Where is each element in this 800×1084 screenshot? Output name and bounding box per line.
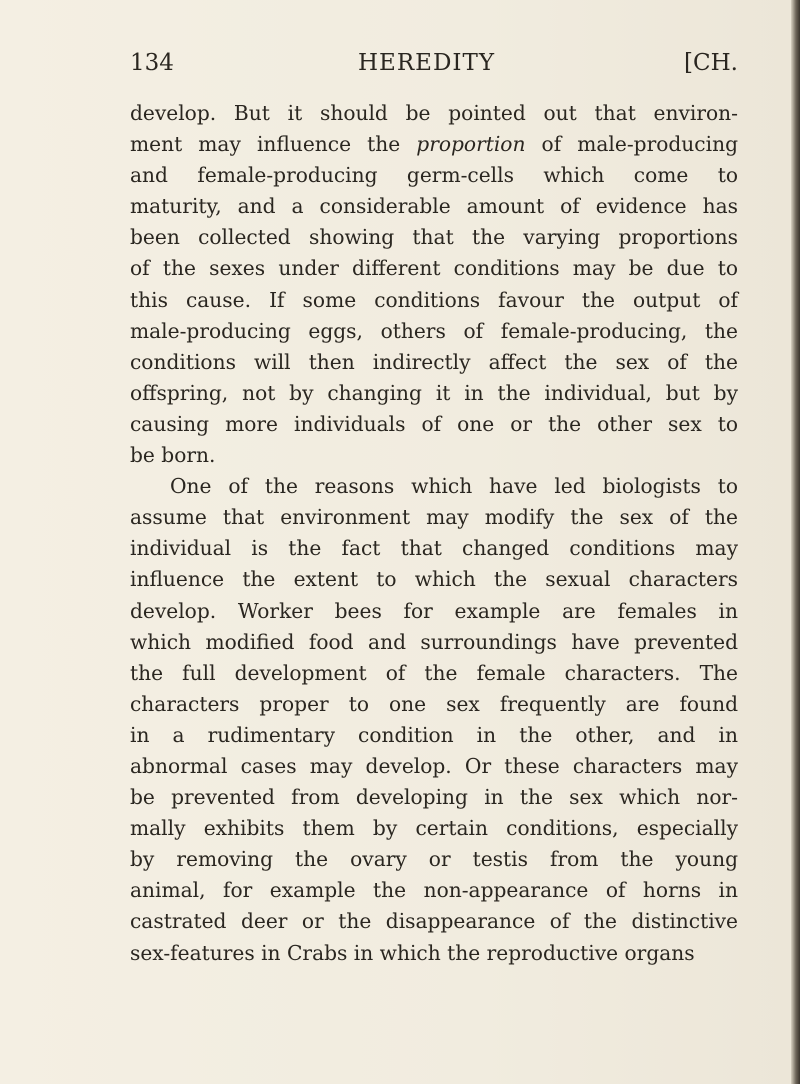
page-edge-shadow	[791, 0, 800, 1084]
text-line: and female-producing germ-cells which come to	[130, 163, 738, 188]
text-segment: ment may influence the	[130, 132, 417, 157]
running-title: HEREDITY	[358, 50, 496, 76]
text-line: characters proper to one sex frequently are found	[130, 691, 738, 716]
text-line: mally exhibits them by certain conditions, especially	[130, 816, 738, 841]
chapter-mark: [CH.	[684, 50, 738, 76]
text-line: abnormal cases may develop. Or these characters may	[130, 753, 738, 778]
page-number: 134	[130, 50, 174, 76]
text-line: by removing the ovary or testis from the young	[130, 847, 738, 872]
text-line: which modified food and surroundings have prevented	[130, 629, 738, 654]
text-line: this cause. If some conditions favour the output of	[130, 287, 738, 312]
text-line: be born.	[130, 443, 216, 468]
text-segment: of male-producing	[525, 132, 738, 157]
text-line: maturity, and a considerable amount of evidence has	[130, 194, 738, 219]
text-line: causing more individuals of one or the other sex to	[130, 411, 738, 436]
text-line: sex-features in Crabs in which the reproductive organs	[130, 940, 695, 965]
text-line: of the sexes under different conditions may be due to	[130, 256, 738, 281]
body-text	[130, 98, 738, 969]
text-line: be prevented from developing in the sex which nor-	[130, 785, 738, 810]
text-line: offspring, not by changing it in the individual, but by	[130, 380, 738, 405]
text-line: animal, for example the non-appearance of horns in	[130, 878, 738, 903]
text-line: male-producing eggs, others of female-producing, the	[130, 318, 738, 343]
text-line: individual is the fact that changed conditions may	[130, 536, 738, 561]
text-line: been collected showing that the varying proportions	[130, 225, 738, 250]
running-header	[130, 50, 738, 90]
text-line: develop. But it should be pointed out that environ-	[130, 101, 738, 125]
text-line: influence the extent to which the sexual characters	[130, 567, 738, 592]
text-line: in a rudimentary condition in the other, and in	[130, 722, 738, 747]
text-line: One of the reasons which have led biologists to	[170, 474, 738, 499]
paragraph	[130, 98, 738, 471]
text-line: conditions will then indirectly affect the sex of the	[130, 349, 738, 374]
text-line: assume that environment may modify the sex of the	[130, 505, 738, 530]
text-line: develop. Worker bees for example are females in	[130, 598, 738, 623]
paragraph	[130, 471, 738, 969]
emphasis-word: proportion	[416, 132, 526, 157]
text-line	[130, 129, 738, 160]
text-line: the full development of the female characters. The	[130, 660, 738, 685]
text-line: castrated deer or the disappearance of the distinctive	[130, 909, 738, 934]
